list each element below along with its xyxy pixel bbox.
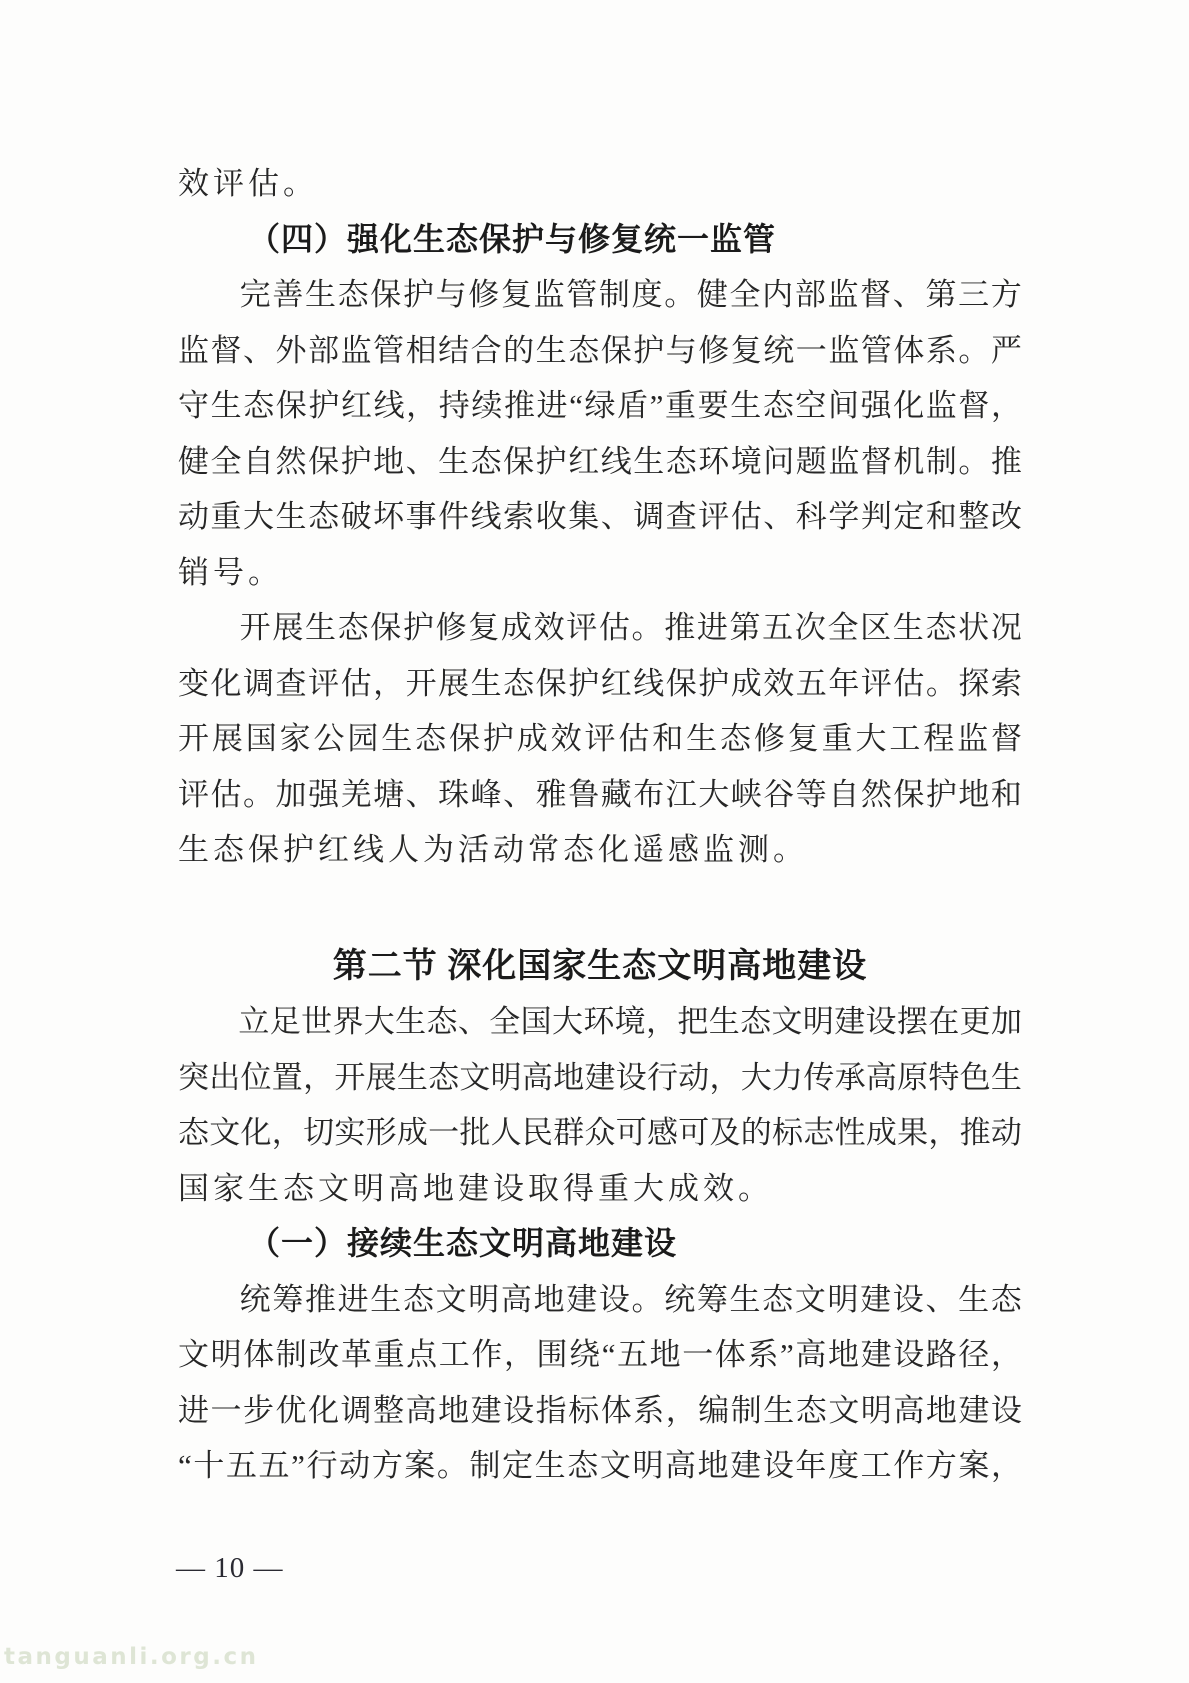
- document-content: [178, 156, 1022, 1494]
- paragraph-supervision-system-line-2: 监 督 、 外 部 监 管 相 结 合 的 生 态 保 护 与 修 复 统 一 监 管 体 系 。 严: [178, 332, 1022, 368]
- paragraph-supervision-system-line-5: 动 重 大 生 态 破 坏 事 件 线 索 收 集 、 调 查 评 估 、 科 学 判 定 和 整 改: [178, 499, 1022, 534]
- heading-item-four: [178, 212, 1022, 268]
- paragraph-effectiveness-assessment-line-1: 开 展 生 态 保 护 修 复 成 效 评 估 。 推 进 第 五 次 全 区 生 态 状 况: [178, 600, 1022, 656]
- paragraph-supervision-system-line-3: 守 生 态 保 护 红 线 ， 持 续 推 进 “ 绿 盾 ” 重 要 生 态 空 间 强 化 监 督 ，: [178, 388, 1022, 423]
- paragraph-indent: [178, 994, 238, 1050]
- paragraph-highland-overview: [178, 994, 1022, 1216]
- paragraph-highland-overview-line-4: 国家生态文明高地建设取得重大成效。: [178, 1170, 773, 1206]
- paragraph-highland-continuation-line-1: 统 筹 推 进 生 态 文 明 高 地 建 设 。 统 筹 生 态 文 明 建 设 、 生 态: [178, 1272, 1022, 1328]
- heading-item-one-line-1: （一）接续生态文明高地建设: [248, 1225, 678, 1261]
- paragraph-highland-continuation-line-4: “ 十 五 五 ” 行 动 方 案 。 制 定 生 态 文 明 高 地 建 设 年 度 工 作 方 案 ，: [178, 1448, 1022, 1483]
- paragraph-highland-continuation-line-2: 文 明 体 制 改 革 重 点 工 作 ， 围 绕 “ 五 地 一 体 系 ” 高 地 建 设 路 径 ，: [178, 1337, 1022, 1372]
- paragraph-highland-continuation: [178, 1272, 1022, 1494]
- paragraph-indent: [178, 267, 238, 323]
- paragraph-continuation: [178, 156, 1022, 212]
- paragraph-highland-continuation-line-3: 进 一 步 优 化 调 整 高 地 建 设 指 标 体 系 ， 编 制 生 态 文 明 高 地 建 设: [178, 1392, 1022, 1428]
- paragraph-continuation-line-1: 效评估。: [178, 166, 318, 201]
- page-number-label: — 10 —: [176, 1552, 284, 1584]
- paragraph-indent: [178, 1272, 238, 1328]
- section-heading-two: [178, 939, 1022, 995]
- watermark-text: tanguanli.org.cn: [4, 1644, 259, 1670]
- heading-item-one: [178, 1216, 1022, 1272]
- paragraph-effectiveness-assessment-line-4: 评 估 。 加 强 羌 塘 、 珠 峰 、 雅 鲁 藏 布 江 大 峡 谷 等 自 然 保 护 地 和: [178, 776, 1022, 812]
- paragraph-supervision-system-line-4: 健 全 自 然 保 护 地 、 生 态 保 护 红 线 生 态 环 境 问 题 监 督 机 制 。 推: [178, 443, 1022, 479]
- paragraph-effectiveness-assessment-line-5: 生态保护红线人为活动常态化遥感监测。: [178, 832, 808, 867]
- paragraph-effectiveness-assessment: [178, 600, 1022, 878]
- paragraph-highland-overview-line-2: 突 出 位 置 ， 开 展 生 态 文 明 高 地 建 设 行 动 ， 大 力 传 承 高 原 特 色 生: [178, 1059, 1022, 1095]
- paragraph-highland-overview-line-1: 立 足 世 界 大 生 态 、 全 国 大 环 境 ， 把 生 态 文 明 建 设 摆 在 更 加: [178, 994, 1022, 1050]
- paragraph-effectiveness-assessment-line-3: 开 展 国 家 公 园 生 态 保 护 成 效 评 估 和 生 态 修 复 重 大 工 程 监 督: [178, 721, 1022, 756]
- section-heading-two-line-1: 第二节 深化国家生态文明高地建设: [332, 947, 868, 985]
- paragraph-supervision-system-line-1: 完 善 生 态 保 护 与 修 复 监 管 制 度 。 健 全 内 部 监 督 、 第 三 方: [178, 267, 1022, 323]
- paragraph-effectiveness-assessment-line-2: 变 化 调 查 评 估 ， 开 展 生 态 保 护 红 线 保 护 成 效 五 年 评 估 。 探 索: [178, 665, 1022, 701]
- paragraph-indent: [178, 600, 238, 656]
- heading-item-four-line-1: （四）强化生态保护与修复统一监管: [248, 220, 777, 257]
- paragraph-highland-overview-line-3: 态 文 化 ， 切 实 形 成 一 批 人 民 群 众 可 感 可 及 的 标 志 性 成 果 ， 推 动: [178, 1115, 1022, 1150]
- paragraph-supervision-system-line-6: 销号。: [178, 554, 283, 590]
- page-number: [176, 1548, 284, 1588]
- paragraph-supervision-system: [178, 267, 1022, 600]
